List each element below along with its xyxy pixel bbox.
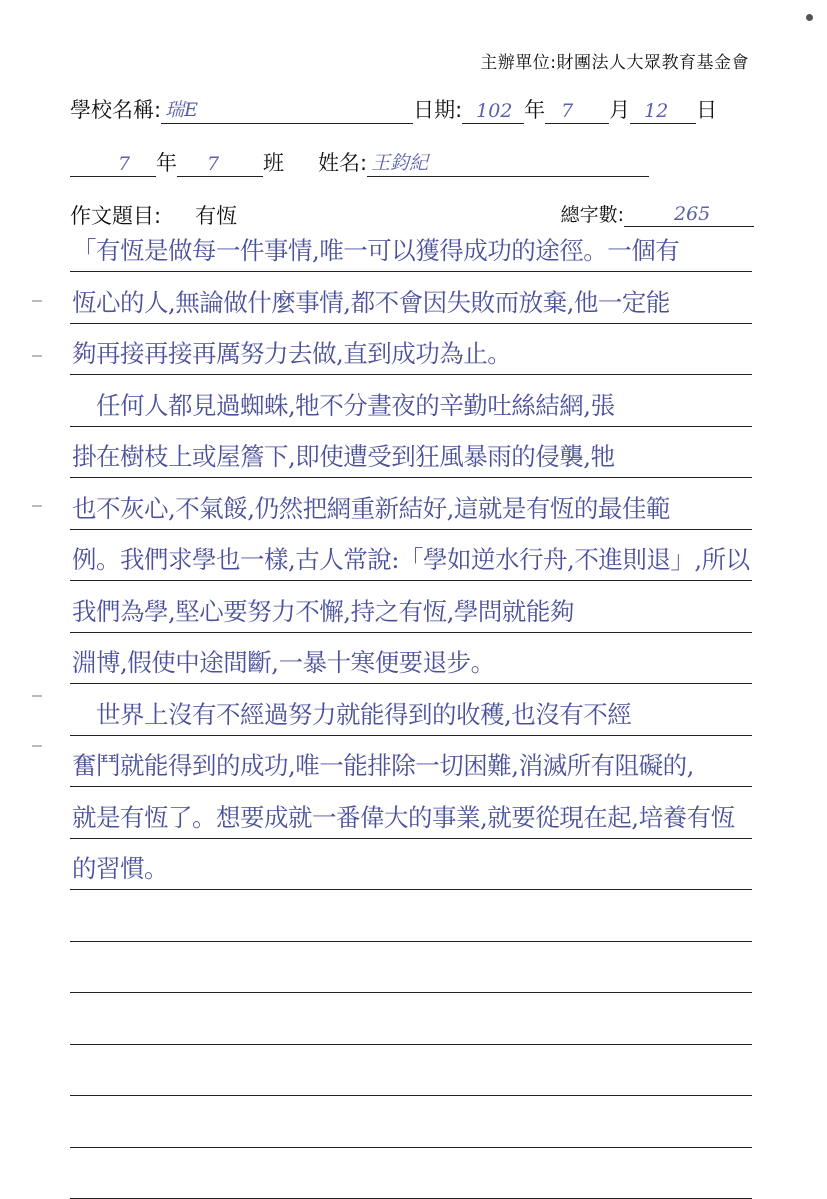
class-value: 7 [207,153,220,175]
topic-label: 作文題目: [70,204,162,228]
date-label: 日期: [413,98,463,122]
sponsor-label: 主辦單位:財團法人大眾教育基金會 [480,53,749,73]
school-label: 學校名稱: [70,98,162,122]
name-label: 姓名: [318,151,368,175]
day-value: 12 [644,100,669,122]
handwritten-text: 例。我們求學也一樣,古人常說:「學如逆水行舟,不進則退」,所以 [72,545,750,574]
writing-line[interactable] [70,683,752,736]
writing-line[interactable] [70,528,752,581]
year-field[interactable] [462,97,524,124]
handwritten-text: 掛在樹枝上或屋簷下,即使遭受到狂風暴雨的侵襲,牠 [72,442,615,471]
margin-mark [32,355,42,357]
writing-line[interactable] [70,786,752,839]
writing-line[interactable] [70,1095,752,1148]
year-label: 年 [524,98,546,122]
handwritten-text: 奮鬥就能得到的成功,唯一能排除一切困難,消滅所有阻礙的, [72,751,694,780]
count-label: 總字數: [560,204,624,226]
count-value: 265 [674,203,711,225]
writing-line[interactable] [70,940,752,993]
grade-label: 年 [156,151,177,175]
margin-mark [32,745,42,747]
writing-line[interactable] [70,374,752,427]
writing-line[interactable] [70,580,752,633]
handwritten-text: 夠再接再接再厲努力去做,直到成功為止。 [72,339,512,368]
margin-mark [32,300,42,302]
margin-mark [32,695,42,697]
topic-value: 有恆 [195,204,238,228]
writing-line[interactable] [70,219,752,272]
handwritten-text: 「有恆是做每一件事情,唯一可以獲得成功的途徑。一個有 [72,236,680,265]
name-value: 王鈞紀 [371,152,429,174]
school-value: 瑞E [165,99,198,121]
school-field[interactable] [161,97,413,124]
writing-line[interactable] [70,1043,752,1096]
writing-line[interactable] [70,734,752,787]
grade-name-row [70,147,649,177]
class-field[interactable] [177,150,263,177]
handwritten-text: 世界上沒有不經過努力就能得到的收穫,也沒有不經 [72,699,632,729]
handwritten-text: 也不灰心,不氣餒,仍然把網重新結好,這就是有恆的最佳範 [72,493,670,523]
day-field[interactable] [630,97,696,124]
grade-field[interactable] [70,150,156,177]
handwritten-text: 淵博,假使中途間斷,一暴十寒便要退步。 [72,648,495,677]
grade-value: 7 [118,153,131,175]
scan-dot [806,14,813,21]
month-value: 7 [561,100,574,122]
month-label: 月 [609,98,631,122]
writing-line[interactable] [70,322,752,375]
year-value: 102 [476,100,513,122]
class-label: 班 [263,151,284,175]
writing-line[interactable] [70,889,752,942]
handwritten-text: 恆心的人,無論做什麼事情,都不會因失敗而放棄,他一定能 [72,287,670,317]
writing-line[interactable] [70,477,752,530]
handwritten-text: 就是有恆了。想要成就一番偉大的事業,就要從現在起,培養有恆 [72,802,735,832]
writing-line[interactable] [70,425,752,478]
handwritten-text: 任何人都見過蜘蛛,牠不分晝夜的辛勤吐絲結網,張 [72,390,615,420]
writing-line[interactable] [70,271,752,324]
name-field[interactable] [367,150,649,177]
writing-line[interactable] [70,1146,752,1199]
handwritten-text: 的習慣。 [72,854,168,883]
writing-line[interactable] [70,837,752,890]
day-label: 日 [696,98,718,122]
writing-line[interactable] [70,992,752,1045]
school-date-row [70,94,717,124]
handwritten-text: 我們為學,堅心要努力不懈,持之有恆,學問就能夠 [72,596,574,626]
month-field[interactable] [545,97,609,124]
writing-line[interactable] [70,631,752,684]
margin-mark [32,505,42,507]
